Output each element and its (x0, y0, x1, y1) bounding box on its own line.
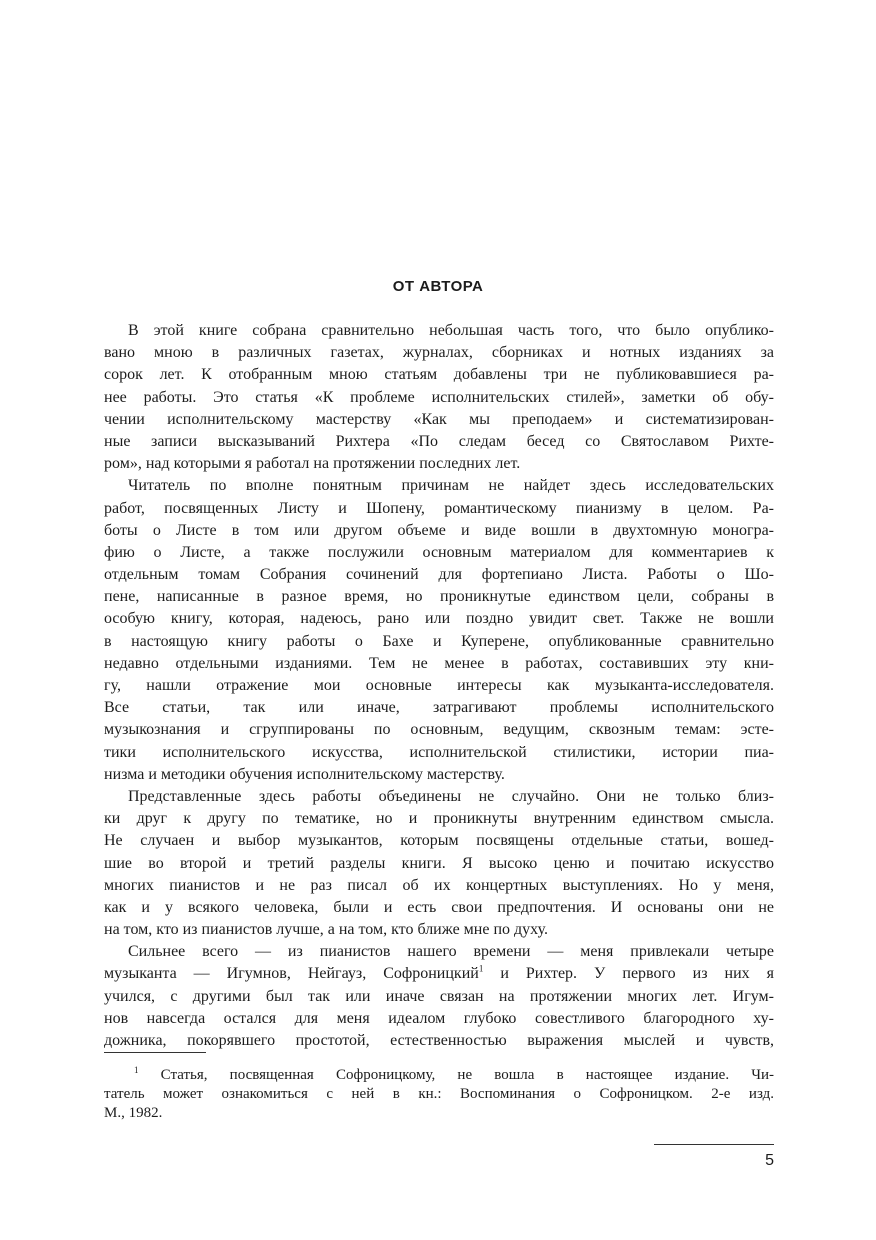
text-line: сорок лет. К отобранным мною статьям добавлены три не публиковавшиеся ра- (104, 366, 774, 384)
text-line: особую книгу, которая, надеюсь, рано или поздно увидит свет. Также не вошли (104, 610, 774, 628)
text-line: чении исполнительскому мастерству «Как мы преподаем» и систематизирован- (104, 410, 774, 428)
text-line: на том, кто из пианистов лучше, а на том, кто ближе мне по духу. (104, 921, 548, 939)
text-line: недавно отдельными изданиями. Тем не менее в работах, составивших эту кни- (104, 654, 774, 672)
text-line: Не случаен и выбор музыкантов, которым посвящены отдельные статьи, вошед- (104, 832, 774, 850)
footnote-text: Статья, посвященная Софроницкому, не вошла в настоящее издание. Чи- (138, 1067, 774, 1083)
text-line: учился, с другими был так или иначе связан на протяжении многих лет. Игум- (104, 987, 774, 1005)
text-line: ки друг к другу по тематике, но и проникнуты внутренним единством смысла. (104, 810, 774, 828)
text-line-with-footnote-ref (104, 963, 774, 985)
footnote-line (104, 1066, 774, 1085)
body-text (104, 320, 774, 1052)
text-line: Читатель по вполне понятным причинам не найдет здесь исследовательских (128, 477, 774, 495)
footnote-reference[interactable]: 1 (478, 964, 484, 975)
text-line: низма и методики обучения исполнительскому мастерству. (104, 765, 505, 783)
paragraph-3 (104, 786, 774, 941)
text-line: фию о Листе, а также послужили основным материалом для комментариев к (104, 543, 774, 561)
footnote (104, 1066, 774, 1123)
text-line: музыкознания и сгруппированы по основным, ведущим, сквозным темам: эсте- (104, 721, 774, 739)
text-line: Представленные здесь работы объединены не случайно. Они не только близ- (128, 787, 774, 805)
text-segment: музыканта — Игумнов, Нейгауз, Софроницкий (104, 965, 479, 983)
text-line: вано мною в различных газетах, журналах, сборниках и нотных изданиях за (104, 344, 774, 362)
text-line: как и у всякого человека, были и есть свои предпочтения. И основаны они не (104, 898, 774, 916)
text-line: нов навсегда остался для меня идеалом глубоко совестливого благородного ху- (104, 1009, 774, 1027)
text-line: нее работы. Это статья «К проблеме исполнительских стилей», заметки об обу- (104, 388, 774, 406)
footnote-line: М., 1982. (104, 1105, 163, 1121)
text-line: тики исполнительского искусства, исполнительской стилистики, истории пиа- (104, 743, 774, 761)
footnote-line: татель может ознакомиться с ней в кн.: Воспоминания о Софроницком. 2-е изд. (104, 1086, 774, 1102)
text-line: пене, написанные в разное время, но проникнутые единством цели, собраны в (104, 588, 774, 606)
text-line: работ, посвященных Листу и Шопену, романтическому пианизму в целом. Ра- (104, 499, 774, 517)
paragraph-1 (104, 320, 774, 475)
text-line: боты о Листе в том или другом объеме и виде вошли в двухтомную моногра- (104, 521, 774, 539)
footnote-marker: 1 (134, 1066, 139, 1075)
paragraph-2 (104, 475, 774, 786)
page-number-divider (654, 1144, 774, 1145)
footnote-divider (104, 1052, 206, 1053)
text-line: Все статьи, так или иначе, затрагивают проблемы исполнительского (104, 699, 774, 717)
text-line: ром», над которыми я работал на протяжении последних лет. (104, 455, 521, 473)
text-line: гу, нашли отражение мои основные интересы как музыканта-исследователя. (104, 677, 774, 694)
page-number: 5 (765, 1152, 774, 1169)
text-line: в настоящую книгу работы о Бахе и Куперене, опубликованные сравнительно (104, 632, 774, 650)
text-segment: и Рихтер. У первого из них я (483, 965, 774, 983)
text-line: Сильнее всего — из пианистов нашего времени — меня привлекали четыре (128, 943, 774, 961)
text-line: В этой книге собрана сравнительно небольшая часть того, что было опублико- (128, 322, 774, 339)
text-line: шие во второй и третий разделы книги. Я высоко ценю и почитаю искусство (104, 854, 774, 872)
text-line: отдельным томам Собрания сочинений для фортепиано Листа. Работы о Шо- (104, 566, 774, 584)
page-title: ОТ АВТОРА (392, 278, 484, 295)
text-line: ные записи высказываний Рихтера «По следам бесед со Святославом Рихте- (104, 432, 774, 450)
text-line: многих пианистов и не раз писал об их концертных выступлениях. Но у меня, (104, 876, 774, 894)
text-line: дожника, покорявшего простотой, естественностью выражения мыслей и чувств, (104, 1032, 774, 1049)
paragraph-4 (104, 941, 774, 1052)
